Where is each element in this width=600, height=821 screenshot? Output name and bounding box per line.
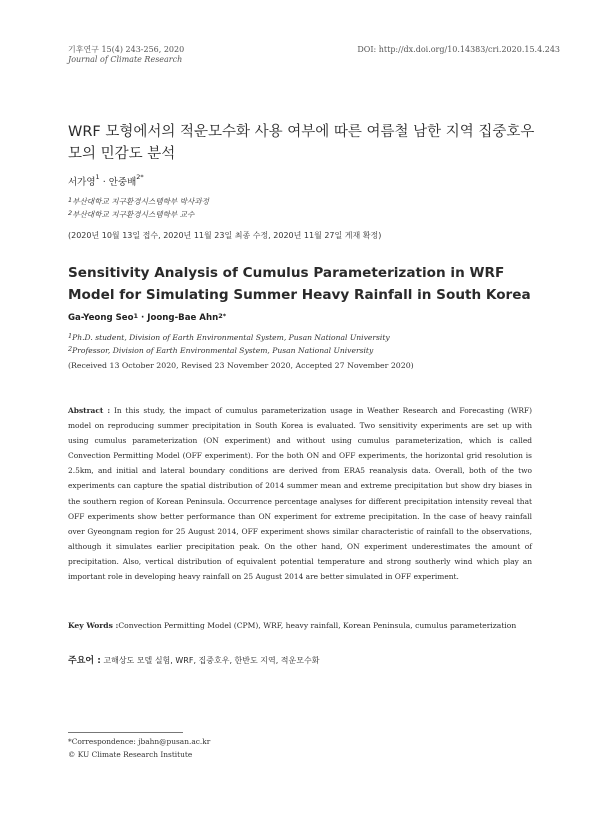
affiliation-sup: 1: [68, 196, 73, 204]
author-sup: 2*: [218, 312, 227, 320]
english-title: Sensitivity Analysis of Cumulus Parameterization in WRF Model for Simulating Summer Heavy Rainfall in South Korea: [68, 265, 531, 303]
footnote-divider: [68, 732, 183, 733]
citation: 기후연구 15(4) 243-256, 2020: [68, 45, 185, 54]
author-name: Joong-Bae Ahn: [147, 313, 219, 323]
korean-affiliations: [68, 195, 209, 221]
affiliation: [68, 331, 390, 344]
affiliation-text: 부산대학교 지구환경시스템학부 교수: [72, 210, 195, 219]
affiliation-text: 부산대학교 지구환경시스템학부 박사과정: [72, 197, 210, 206]
author-separator: ·: [138, 313, 148, 323]
english-keywords: [68, 618, 532, 633]
abstract-text: In this study, the impact of cumulus parameterization usage in Weather Research and Forecasting (WRF) model on reproducing summer precipitation in South Korea is evaluated. Two sensitivity experiments are set up with using cumulus parameterization (ON experiment) and without using cumulus parameterization, which is called Convection Permitting Model (OFF experiment). For the both ON and OFF experiments, the horizontal grid resolution is 2.5km, and initial and lateral boundary conditions are derived from ERA5 reanalysis data. Overall, both of the two experiments can capture the spatial distribution of 2014 summer mean and extreme precipitation but show dry biases in the southern region of Korean Peninsula. Occurrence percentage analyses for different precipitation intensity reveal that OFF experiments show better performance than ON experiment for extreme precipitation. In the case of heavy rainfall over Gyeongnam region for 25 August 2014, OFF experiment shows similar characteristic of rainfall to the observations, although it simulates earlier precipitation peak. On the other hand, ON experiment underestimates the amount of precipitation. Also, vertical distribution of equivalent potential temperature and strong southerly wind which play an important role in developing heavy rainfall on 25 August 2014 are better simulated in OFF experiment.: [68, 406, 532, 582]
keywords-label: Key Words :: [68, 621, 119, 630]
korean-authors: [68, 174, 144, 188]
english-affiliations: [68, 331, 390, 357]
doi[interactable]: DOI: http://dx.doi.org/10.14383/cri.2020.15.4.243: [357, 45, 560, 54]
keywords-text: Convection Permitting Model (CPM), WRF, heavy rainfall, Korean Peninsula, cumulus parameterization: [118, 621, 517, 630]
author-sup: 1: [133, 312, 139, 320]
english-authors: [68, 313, 226, 323]
author-name: Ga-Yeong Seo: [68, 313, 134, 323]
korean-keywords-text: 고해상도 모델 실험, WRF, 집중호우, 한반도 지역, 적운모수화: [103, 656, 320, 665]
affiliation: [68, 344, 390, 357]
citation-header: [68, 45, 184, 66]
abstract: [68, 403, 532, 584]
abstract-label: Abstract :: [68, 406, 111, 415]
affiliation-sup: 2: [68, 345, 73, 353]
affiliation: [68, 195, 209, 208]
author-sup: 2*: [136, 173, 144, 181]
correspondence[interactable]: *Correspondence: jbahn@pusan.ac.kr: [68, 737, 211, 746]
author-name: 안중배: [108, 177, 137, 188]
affiliation-sup: 1: [68, 332, 73, 340]
english-dates: (Received 13 October 2020, Revised 23 November 2020, Accepted 27 November 2020): [68, 361, 414, 370]
affiliation-sup: 2: [68, 209, 73, 217]
affiliation-text: Ph.D. student, Division of Earth Environmental System, Pusan National University: [72, 333, 390, 342]
korean-title: WRF 모형에서의 적운모수화 사용 여부에 따른 여름철 남한 지역 집중호우 모의 민감도 분석: [68, 124, 535, 162]
author-separator: ·: [99, 177, 109, 188]
affiliation: [68, 208, 209, 221]
journal-name: Journal of Climate Research: [68, 55, 183, 65]
korean-keywords: [68, 653, 319, 666]
korean-dates: (2020년 10월 13일 접수, 2020년 11월 23일 최종 수정, 2020년 11월 27일 게재 확정): [68, 231, 382, 240]
korean-keywords-label: 주요어 :: [68, 656, 101, 666]
author-name: 서가영: [68, 177, 96, 188]
copyright: © KU Climate Research Institute: [68, 750, 193, 759]
author-sup: 1: [95, 173, 100, 181]
affiliation-text: Professor, Division of Earth Environmental System, Pusan National University: [72, 346, 374, 355]
